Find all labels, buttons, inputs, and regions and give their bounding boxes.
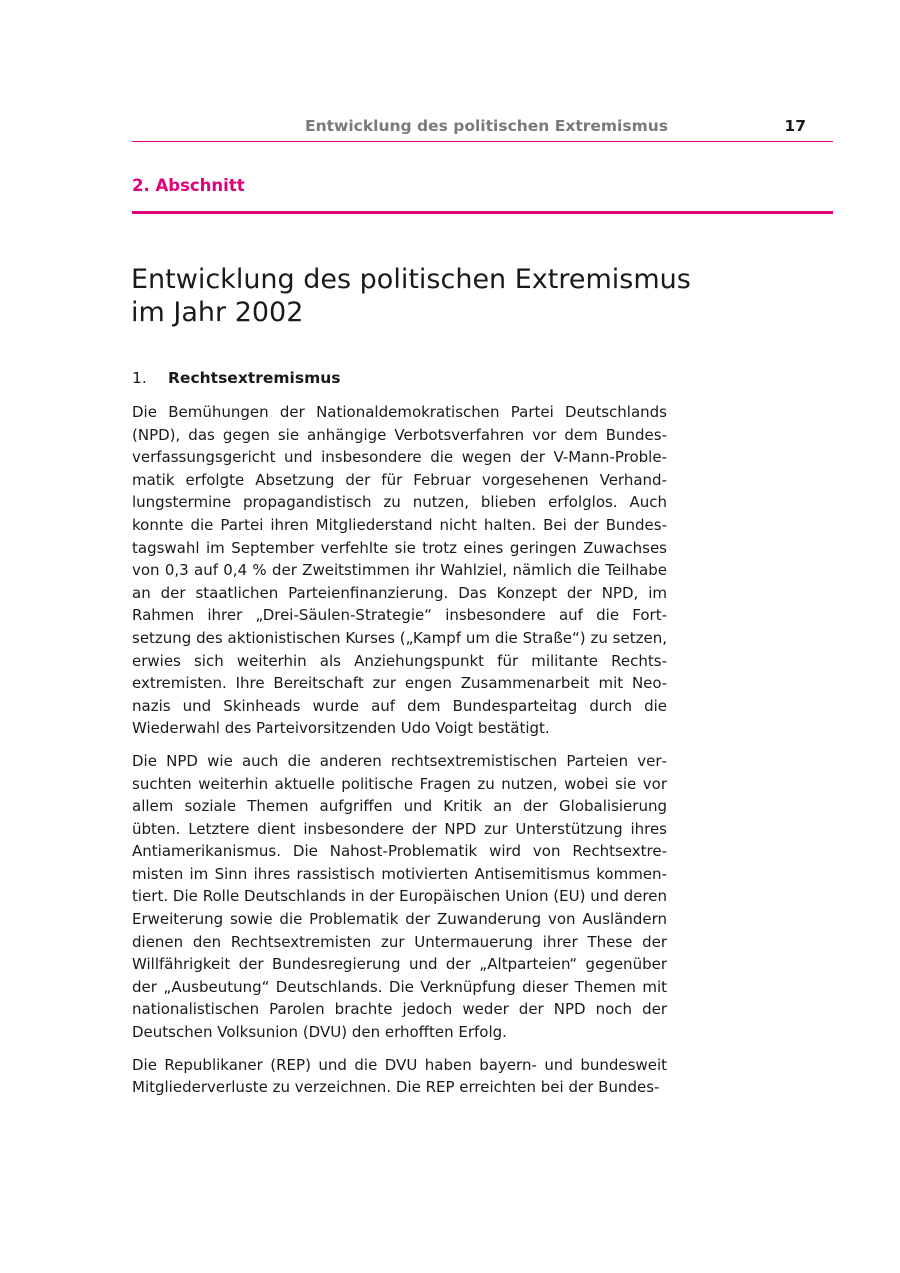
subsection-title: Rechtsextremismus <box>168 369 341 387</box>
paragraph: Die Republikaner (REP) und die DVU haben bayern- und bundesweit Mitgliederverluste zu verzeichnen. Die REP erreichten bei der Bundes- <box>132 1055 667 1097</box>
running-header-title: Entwicklung des politischen Extremismus <box>304 117 668 135</box>
section-label: 2. Abschnitt <box>132 176 245 195</box>
chapter-title-line-1: Entwicklung des politischen Extremismus <box>131 264 691 295</box>
chapter-title <box>131 263 691 329</box>
paragraph: Die NPD wie auch die anderen rechtsextremistischen Parteien versuchten weiterhin aktuelle politische Fragen zu nutzen, wobei sie vor allem soziale Themen aufgriffen und Kritik an der Globalisierung übten. Letztere dient insbesondere der NPD zur Unterstützung ihres Antiamerikanismus. Die Nahost-Problematik wird von Rechtsextremisten im Sinn ihres rassistisch motivierten Antisemitismus kommentiert. Die Rolle Deutschlands in der Europäischen Union (EU) und deren Erweiterung sowie die Problematik der Zuwanderung von Ausländern dienen den Rechtsextremisten zur Untermauerung ihrer These der Willfährigkeit der Bundesregierung und der „Altparteien“ gegenüber der „Ausbeutung“ Deutschlands. Die Verknüpfung dieser Themen mit nationalistischen Parolen brachte jedoch weder der NPD noch der Deutschen Volksunion (DVU) den erhofften Erfolg. <box>132 751 667 1042</box>
subsection-number: 1. <box>132 369 147 387</box>
page-number: 17 <box>784 117 806 135</box>
paragraph: Die Bemühungen der Nationaldemokratischen Partei Deutschlands (NPD), das gegen sie anhängige Verbotsverfahren vor dem Bundesverfassungsgericht und insbesondere die wegen der V-Mann-Problematik erfolgte Absetzung der für Februar vorgesehenen Verhandlungstermine propagandistisch zu nutzen, blieben erfolglos. Auch konnte die Partei ihren Mitgliederstand nicht halten. Bei der Bundestagswahl im September verfehlte sie trotz eines geringen Zuwachses von 0,3 auf 0,4 % der Zweitstimmen ihr Wahlziel, nämlich die Teilhabe an der staatlichen Parteienfinanzierung. Das Konzept der NPD, im Rahmen ihrer „Drei-Säulen-Strategie“ insbesondere auf die Fortsetzung des aktionistischen Kurses („Kampf um die Straße“) zu setzen, erwies sich weiterhin als Anziehungspunkt für militante Rechtsextremisten. Ihre Bereitschaft zur engen Zusammenarbeit mit Neonazis und Skinheads wurde auf dem Bundesparteitag durch die Wiederwahl des Parteivorsitzenden Udo Voigt bestätigt. <box>132 403 667 738</box>
header-divider <box>132 141 833 142</box>
section-divider <box>132 211 833 214</box>
subsection-heading <box>132 369 340 387</box>
body-text <box>132 401 667 1109</box>
chapter-title-line-2: im Jahr 2002 <box>131 297 304 328</box>
running-header <box>132 117 832 139</box>
